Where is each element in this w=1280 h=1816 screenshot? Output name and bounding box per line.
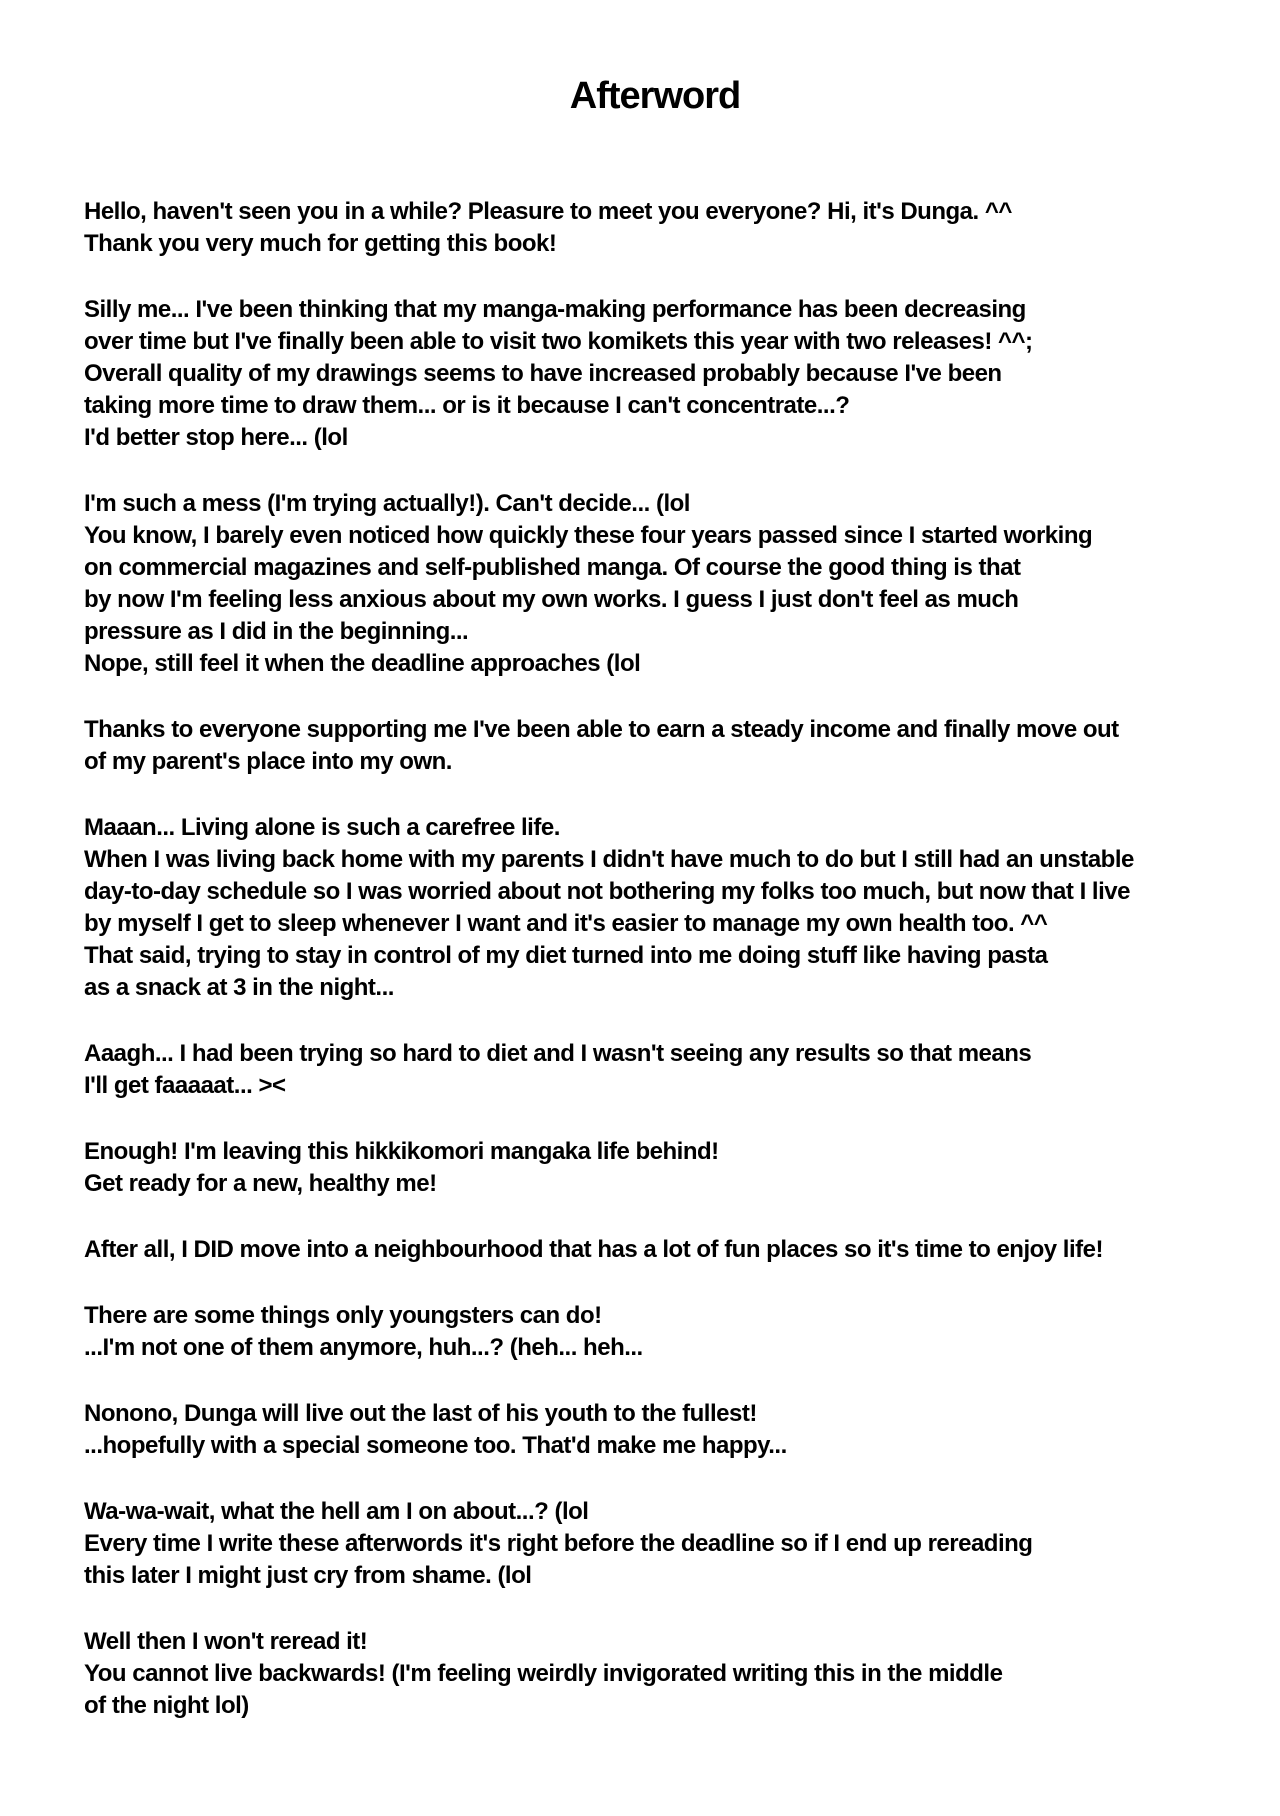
- text-line: ...I'm not one of them anymore, huh...? (heh... heh...: [84, 1334, 643, 1361]
- paragraph: [84, 488, 1240, 680]
- text-line: by myself I get to sleep whenever I want and it's easier to manage my own health too. ^^: [84, 910, 1048, 937]
- text-line: Aaagh... I had been trying so hard to diet and I wasn't seeing any results so that means: [84, 1040, 1032, 1067]
- text-line: Enough! I'm leaving this hikkikomori mangaka life behind!: [84, 1138, 719, 1165]
- text-line: ...hopefully with a special someone too. That'd make me happy...: [84, 1432, 787, 1459]
- paragraph: [84, 1626, 1240, 1722]
- text-line: Thanks to everyone supporting me I've been able to earn a steady income and finally move out: [84, 716, 1119, 743]
- text-line: as a snack at 3 in the night...: [84, 974, 394, 1001]
- afterword-body-text: [84, 196, 1240, 1756]
- text-line: Well then I won't reread it!: [84, 1628, 368, 1655]
- text-line: on commercial magazines and self-published manga. Of course the good thing is that: [84, 554, 1021, 581]
- text-line: You cannot live backwards! (I'm feeling weirdly invigorated writing this in the middle: [84, 1660, 1003, 1687]
- paragraph: [84, 812, 1240, 1004]
- paragraph: [84, 1136, 1240, 1200]
- paragraph: [84, 714, 1240, 778]
- text-line: You know, I barely even noticed how quickly these four years passed since I started working: [84, 522, 1093, 549]
- text-line: Wa-wa-wait, what the hell am I on about...? (lol: [84, 1498, 589, 1525]
- text-line: of my parent's place into my own.: [84, 748, 452, 775]
- paragraph: [84, 1398, 1240, 1462]
- text-line: of the night lol): [84, 1692, 249, 1719]
- paragraph: [84, 294, 1240, 454]
- paragraph: [84, 1234, 1240, 1266]
- text-line: Nonono, Dunga will live out the last of his youth to the fullest!: [84, 1400, 757, 1427]
- text-line: I'd better stop here... (lol: [84, 424, 348, 451]
- text-line: Every time I write these afterwords it's right before the deadline so if I end up rereading: [84, 1530, 1033, 1557]
- text-line: When I was living back home with my parents I didn't have much to do but I still had an unstable: [84, 846, 1134, 873]
- text-line: over time but I've finally been able to visit two komikets this year with two releases! ^^;: [84, 328, 1033, 355]
- text-line: After all, I DID move into a neighbourhood that has a lot of fun places so it's time to enjoy life!: [84, 1236, 1103, 1263]
- paragraph: [84, 1038, 1240, 1102]
- paragraph: [84, 196, 1240, 260]
- text-line: by now I'm feeling less anxious about my own works. I guess I just don't feel as much: [84, 586, 1019, 613]
- text-line: That said, trying to stay in control of my diet turned into me doing stuff like having pasta: [84, 942, 1048, 969]
- paragraph: [84, 1496, 1240, 1592]
- text-line: Maaan... Living alone is such a carefree life.: [84, 814, 560, 841]
- text-line: There are some things only youngsters can do!: [84, 1302, 602, 1329]
- paragraph: [84, 1300, 1240, 1364]
- text-line: pressure as I did in the beginning...: [84, 618, 469, 645]
- text-line: Get ready for a new, healthy me!: [84, 1170, 437, 1197]
- text-line: day-to-day schedule so I was worried about not bothering my folks too much, but now that I live: [84, 878, 1130, 905]
- text-line: I'm such a mess (I'm trying actually!). Can't decide... (lol: [84, 490, 690, 517]
- text-line: I'll get faaaaat... ><: [84, 1072, 286, 1099]
- text-line: Overall quality of my drawings seems to have increased probably because I've been: [84, 360, 1002, 387]
- text-line: Thank you very much for getting this book!: [84, 230, 557, 257]
- text-line: this later I might just cry from shame. (lol: [84, 1562, 532, 1589]
- text-line: Silly me... I've been thinking that my manga-making performance has been decreasing: [84, 296, 1026, 323]
- text-line: Nope, still feel it when the deadline approaches (lol: [84, 650, 641, 677]
- page-title: Afterword: [569, 75, 741, 117]
- text-line: Hello, haven't seen you in a while? Pleasure to meet you everyone? Hi, it's Dunga. ^^: [84, 198, 1012, 225]
- text-line: taking more time to draw them... or is it because I can't concentrate...?: [84, 392, 850, 419]
